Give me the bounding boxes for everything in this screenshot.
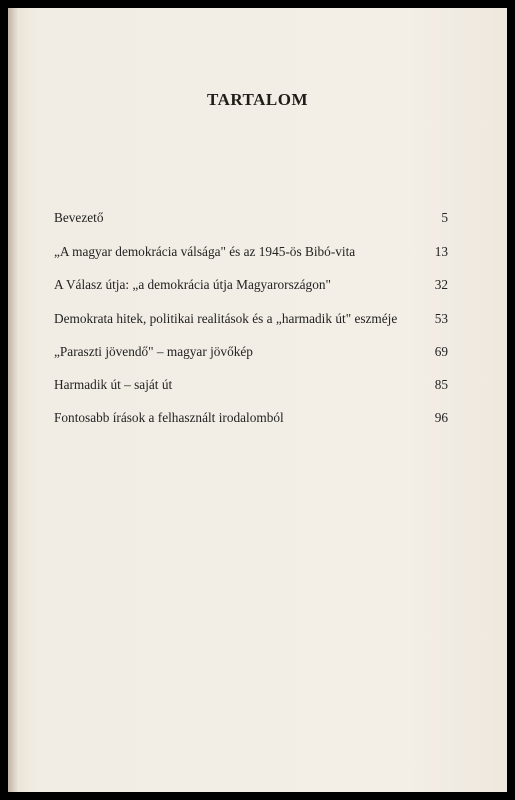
toc-entry-page: 13 bbox=[434, 244, 448, 259]
page-title: TARTALOM bbox=[207, 90, 308, 109]
toc-entry-title: „Paraszti jövendő" – magyar jövőkép bbox=[54, 344, 253, 359]
toc-entry bbox=[54, 210, 448, 230]
toc-entry-page: 53 bbox=[434, 311, 448, 326]
page-gutter-shadow bbox=[8, 8, 18, 792]
toc-entry-page: 32 bbox=[434, 277, 448, 292]
toc-entry-title: Bevezető bbox=[54, 210, 104, 225]
toc-entry-title: Fontosabb írások a felhasznált irodalomból bbox=[54, 410, 284, 425]
toc-entry-page: 96 bbox=[434, 410, 448, 425]
toc-entry-page: 85 bbox=[434, 377, 448, 392]
toc-entry bbox=[54, 244, 448, 264]
book-page bbox=[8, 8, 507, 792]
toc-entry-page: 5 bbox=[441, 210, 448, 225]
toc-entry bbox=[54, 277, 448, 297]
toc-entry-title: Harmadik út – saját út bbox=[54, 377, 173, 392]
toc-entry bbox=[54, 377, 448, 397]
toc-entry bbox=[54, 410, 448, 430]
toc-entry-title: „A magyar demokrácia válsága" és az 1945-ös Bibó-vita bbox=[54, 244, 356, 259]
toc-entry bbox=[54, 344, 448, 364]
toc-entry-page: 69 bbox=[434, 344, 448, 359]
toc-entry-title: Demokrata hitek, politikai realitások és a „harmadik út" eszméje bbox=[54, 311, 398, 326]
toc-entry bbox=[54, 311, 448, 331]
toc-entry-title: A Válasz útja: „a demokrácia útja Magyarországon" bbox=[54, 277, 331, 292]
